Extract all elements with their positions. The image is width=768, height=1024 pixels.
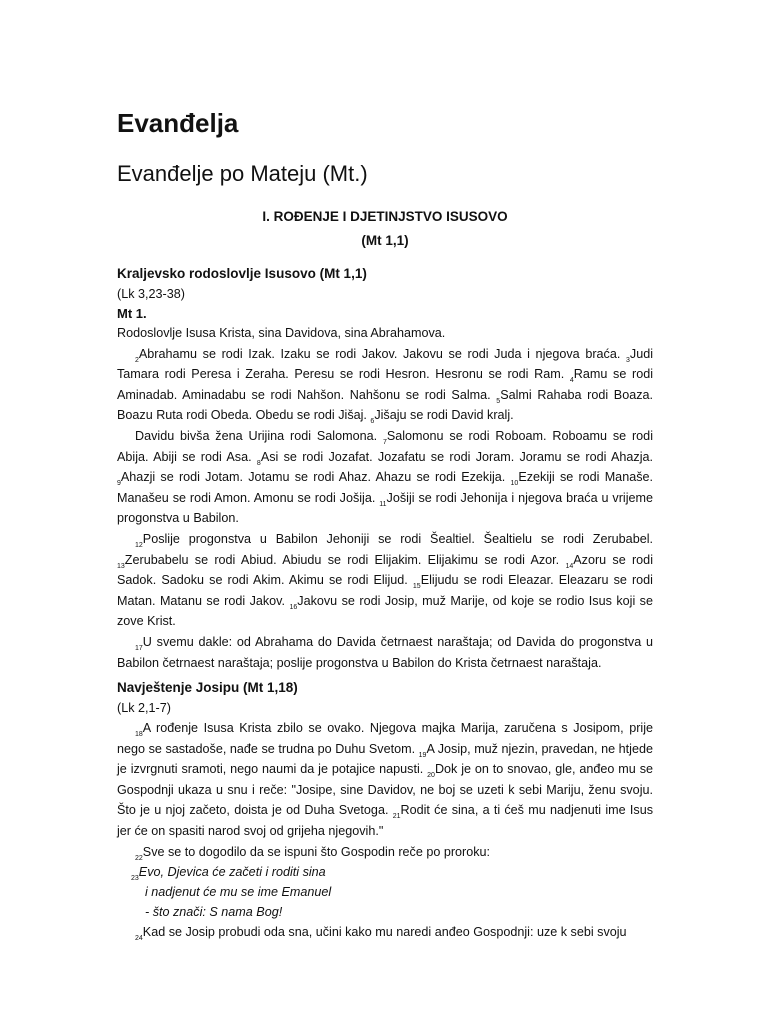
verse-text: Kad se Josip probudi oda sna, učini kako mu naredi anđeo Gospodnji: uze k sebi svoju [142, 925, 627, 940]
chapter-reference: (Mt 1,1) [361, 233, 409, 248]
verse-group [117, 429, 653, 525]
verse-number: 6 [370, 418, 375, 426]
verse-text: Jišaju se rodi David kralj. [374, 408, 514, 423]
verse-text: Sve se to dogodilo da se ispuni što Gospodin reče po proroku: [142, 844, 491, 859]
section-annunciation [117, 678, 653, 943]
verse-number: 7 [382, 438, 387, 446]
verse-text: Poslije progonstva u Babilon Jehoniji se rodi Šealtiel. Šealtielu se rodi Zerubabel. [142, 531, 653, 546]
verse-number: 4 [569, 377, 574, 385]
verse-number: 10 [510, 480, 519, 488]
verse-text: Judi Tamara rodi Peresa i Zeraha. Peresu se rodi Hesron. Hesronu se rodi Ram. [117, 346, 653, 382]
verse-text: Jakovu se rodi Josip, muž Marije, od koje se rodio Isus koji se zove Krist. [117, 593, 653, 629]
verse-number: 19 [418, 751, 427, 759]
verse-1: Rodoslovlje Isusa Krista, sina Davidova, sina Abrahamova. [117, 326, 446, 340]
verse-number: 3 [625, 356, 630, 364]
verse-lead: Davidu bivša žena Urijina rodi Salomona. [135, 428, 383, 443]
verse-22 [117, 842, 653, 863]
verse-number: 14 [565, 562, 574, 570]
verse-number: 16 [289, 603, 298, 611]
verse-number: 13 [117, 562, 125, 570]
poem-line: i nadjenut će mu se ime Emanuel [145, 885, 332, 900]
verse-text: A Josip, muž njezin, pravedan, ne htjede je izvrgnuti sramoti, nego naumi da je potajice napusti. [117, 741, 653, 777]
section-genealogy [117, 264, 653, 673]
paragraph [117, 632, 653, 673]
verse-text: A rođenje Isusa Krista zbilo se ovako. Njegova majka Marija, zaručena s Josipom, prije nego se sastadoše, nađe se trudna po Duhu Svetom. [117, 721, 653, 756]
poem-line: - što znači: S nama Bog! [145, 905, 283, 920]
verse-text: Abrahamu se rodi Izak. Izaku se rodi Jakov. Jakovu se rodi Juda i njegova braća. [138, 346, 626, 361]
verse-text: Zerubabelu se rodi Abiud. Abiudu se rodi Elijakim. Elijakimu se rodi Azor. [124, 552, 566, 567]
poem-text: Evo, Djevica će začeti i roditi sina [138, 865, 326, 880]
verse-number: 9 [117, 480, 121, 488]
verse-number: 2 [135, 356, 139, 364]
verse-number: 17 [135, 644, 143, 652]
verse-text: Azoru se rodi Sadok. Sadoku se rodi Akim. Akimu se rodi Elijud. [117, 552, 653, 588]
paragraph [117, 344, 653, 426]
parallel-reference: (Lk 3,23-38) [117, 287, 185, 301]
paragraph [117, 718, 653, 842]
verse-number: 23 [131, 875, 139, 883]
chapter-label: Mt 1. [117, 306, 147, 321]
verse-text: Jošiji se rodi Jehonija i njegova braća u vrijeme progonstva u Babilon. [117, 490, 653, 526]
verse-text: Ahazji se rodi Jotam. Jotamu se rodi Ahaz. Ahazu se rodi Ezekija. [120, 470, 511, 485]
verse-text: Salomonu se rodi Roboam. Roboamu se rodi Abija. Abiji se rodi Asa. [117, 428, 653, 464]
book-title: Evanđelja [117, 108, 239, 138]
verse-text: Salmi Rahaba rodi Boaza. Boazu Ruta rodi Obeda. Obedu se rodi Jišaj. [117, 387, 653, 423]
section-title: Navještenje Josipu (Mt 1,18) [117, 680, 298, 695]
poem-line [117, 862, 653, 882]
verse-number: 21 [392, 813, 401, 821]
verse-number: 11 [379, 500, 387, 508]
verse-text: Dok je on to snovao, gle, anđeo mu se Gospodnji ukaza u snu i reče: "Josipe, sine Davidov, ne boj se uzeti k sebi Mariju, ženu svoju. Što je u njoj začeto, doista je od Duha Svetoga. [117, 762, 653, 818]
section-title: Kraljevsko rodoslovlje Isusovo (Mt 1,1) [117, 266, 367, 281]
verse-text: U svemu dakle: od Abrahama do Davida četrnaest naraštaja; od Davida do progonstva u Babilon četrnaest naraštaja; poslije progonstva u Babilon do Krista četrnaest naraštaja. [117, 634, 653, 670]
verse-text: Ezekiji se rodi Manaše. Manašeu se rodi Amon. Amonu se rodi Jošija. [117, 470, 653, 505]
verse-number: 5 [496, 397, 501, 405]
verse-text: Elijudu se rodi Eleazar. Eleazaru se rodi Matan. Matanu se rodi Jakov. [117, 573, 653, 608]
verse-number: 18 [135, 731, 143, 738]
verse-text: Asi se rodi Jozafat. Jozafatu se rodi Joram. Joramu se rodi Ahazja. [260, 449, 653, 464]
verse-number: 20 [427, 772, 435, 780]
verse-text: Rodit će sina, a ti ćeš mu nadjenuti ime Isus jer će on spasiti narod svoj od grijeha njegovih." [117, 803, 653, 838]
verse-number: 12 [135, 541, 143, 549]
verse-number: 24 [135, 935, 143, 943]
verse-number: 22 [135, 854, 143, 862]
paragraph [117, 529, 653, 632]
chapter-title: I. ROĐENJE I DJETINJSTVO ISUSOVO [262, 209, 508, 224]
verse-number: 8 [256, 459, 261, 467]
paragraph [117, 426, 653, 529]
verse-24 [117, 922, 653, 943]
verse-text: Ramu se rodi Aminadab. Aminadabu se rodi Nahšon. Nahšonu se rodi Salma. [117, 367, 653, 402]
verse-number: 15 [412, 583, 421, 591]
parallel-reference: (Lk 2,1-7) [117, 701, 171, 715]
gospel-title: Evanđelje po Mateju (Mt.) [117, 161, 368, 186]
